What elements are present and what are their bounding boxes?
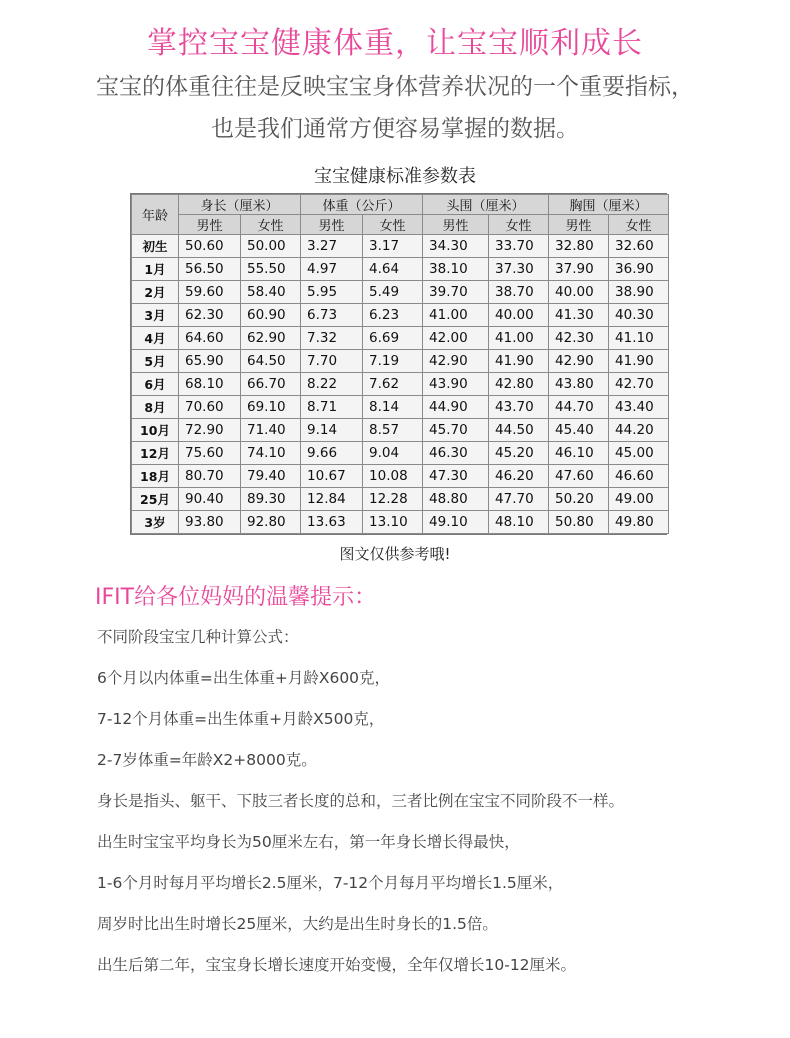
age-cell: 18月 — [132, 465, 179, 488]
table-row — [132, 281, 669, 304]
age-cell: 初生 — [132, 235, 179, 258]
value-cell: 45.20 — [489, 442, 549, 465]
value-cell: 7.19 — [363, 350, 423, 373]
table-row — [132, 373, 669, 396]
value-cell: 7.62 — [363, 373, 423, 396]
value-cell: 13.63 — [301, 511, 363, 534]
value-cell: 44.90 — [423, 396, 489, 419]
value-cell: 43.90 — [423, 373, 489, 396]
value-cell: 6.73 — [301, 304, 363, 327]
intro-line-1: 宝宝的体重往往是反映宝宝身体营养状况的一个重要指标， — [96, 74, 694, 100]
value-cell: 46.10 — [549, 442, 609, 465]
value-cell: 8.71 — [301, 396, 363, 419]
age-cell: 5月 — [132, 350, 179, 373]
value-cell: 32.80 — [549, 235, 609, 258]
value-cell: 64.50 — [241, 350, 301, 373]
value-cell: 33.70 — [489, 235, 549, 258]
age-cell: 3月 — [132, 304, 179, 327]
value-cell: 34.30 — [423, 235, 489, 258]
value-cell: 6.69 — [363, 327, 423, 350]
tip-line: 1-6个月时每月平均增长2.5厘米，7-12个月每月平均增长1.5厘米， — [97, 874, 564, 892]
group-header-chest: 胸围（厘米） — [549, 195, 669, 215]
value-cell: 70.60 — [179, 396, 241, 419]
value-cell: 74.10 — [241, 442, 301, 465]
table-row — [132, 488, 669, 511]
value-cell: 10.08 — [363, 465, 423, 488]
age-cell: 6月 — [132, 373, 179, 396]
tip-line: 出生后第二年，宝宝身长增长速度开始变慢，全年仅增长10-12厘米。 — [97, 956, 577, 974]
subheader-female: 女性 — [363, 215, 423, 235]
page-title: 掌控宝宝健康体重，让宝宝顺利成长 — [147, 26, 643, 61]
value-cell: 65.90 — [179, 350, 241, 373]
value-cell: 93.80 — [179, 511, 241, 534]
value-cell: 13.10 — [363, 511, 423, 534]
value-cell: 64.60 — [179, 327, 241, 350]
value-cell: 59.60 — [179, 281, 241, 304]
value-cell: 50.60 — [179, 235, 241, 258]
value-cell: 41.90 — [609, 350, 669, 373]
value-cell: 55.50 — [241, 258, 301, 281]
value-cell: 66.70 — [241, 373, 301, 396]
value-cell: 46.20 — [489, 465, 549, 488]
value-cell: 58.40 — [241, 281, 301, 304]
value-cell: 44.70 — [549, 396, 609, 419]
group-header-head: 头围（厘米） — [423, 195, 549, 215]
value-cell: 10.67 — [301, 465, 363, 488]
subheader-male: 男性 — [179, 215, 241, 235]
value-cell: 40.30 — [609, 304, 669, 327]
value-cell: 7.70 — [301, 350, 363, 373]
age-column-header: 年龄 — [132, 195, 179, 235]
value-cell: 8.57 — [363, 419, 423, 442]
intro-line-2: 也是我们通常方便容易掌握的数据。 — [211, 116, 579, 142]
table-row — [132, 304, 669, 327]
value-cell: 43.80 — [549, 373, 609, 396]
standard-parameter-table — [130, 193, 667, 535]
age-cell: 10月 — [132, 419, 179, 442]
table-row — [132, 258, 669, 281]
table-caption: 宝宝健康标准参数表 — [314, 166, 476, 187]
subheader-female: 女性 — [489, 215, 549, 235]
value-cell: 47.70 — [489, 488, 549, 511]
age-cell: 3岁 — [132, 511, 179, 534]
age-cell: 12月 — [132, 442, 179, 465]
value-cell: 45.40 — [549, 419, 609, 442]
value-cell: 69.10 — [241, 396, 301, 419]
value-cell: 68.10 — [179, 373, 241, 396]
tip-line: 6个月以内体重=出生体重+月龄X600克， — [97, 669, 391, 687]
value-cell: 42.70 — [609, 373, 669, 396]
value-cell: 44.50 — [489, 419, 549, 442]
value-cell: 48.80 — [423, 488, 489, 511]
value-cell: 50.20 — [549, 488, 609, 511]
value-cell: 6.23 — [363, 304, 423, 327]
value-cell: 32.60 — [609, 235, 669, 258]
value-cell: 42.00 — [423, 327, 489, 350]
value-cell: 8.22 — [301, 373, 363, 396]
group-header-length: 身长（厘米） — [179, 195, 301, 215]
value-cell: 89.30 — [241, 488, 301, 511]
value-cell: 47.60 — [549, 465, 609, 488]
value-cell: 38.70 — [489, 281, 549, 304]
subheader-female: 女性 — [241, 215, 301, 235]
value-cell: 48.10 — [489, 511, 549, 534]
age-cell: 1月 — [132, 258, 179, 281]
value-cell: 41.00 — [489, 327, 549, 350]
value-cell: 41.00 — [423, 304, 489, 327]
value-cell: 41.10 — [609, 327, 669, 350]
value-cell: 39.70 — [423, 281, 489, 304]
value-cell: 92.80 — [241, 511, 301, 534]
subheader-male: 男性 — [423, 215, 489, 235]
value-cell: 4.64 — [363, 258, 423, 281]
value-cell: 37.30 — [489, 258, 549, 281]
value-cell: 80.70 — [179, 465, 241, 488]
age-cell: 4月 — [132, 327, 179, 350]
value-cell: 41.30 — [549, 304, 609, 327]
value-cell: 49.80 — [609, 511, 669, 534]
value-cell: 50.00 — [241, 235, 301, 258]
value-cell: 40.00 — [489, 304, 549, 327]
value-cell: 41.90 — [489, 350, 549, 373]
value-cell: 71.40 — [241, 419, 301, 442]
value-cell: 3.17 — [363, 235, 423, 258]
value-cell: 75.60 — [179, 442, 241, 465]
value-cell: 38.90 — [609, 281, 669, 304]
table-row — [132, 442, 669, 465]
value-cell: 42.90 — [549, 350, 609, 373]
value-cell: 72.90 — [179, 419, 241, 442]
value-cell: 5.95 — [301, 281, 363, 304]
tip-line: 周岁时比出生时增长25厘米，大约是出生时身长的1.5倍。 — [97, 915, 498, 933]
table-note: 图文仅供参考哦! — [339, 545, 451, 563]
value-cell: 44.20 — [609, 419, 669, 442]
table-row — [132, 350, 669, 373]
value-cell: 12.28 — [363, 488, 423, 511]
value-cell: 43.70 — [489, 396, 549, 419]
tip-line: 7-12个月体重=出生体重+月龄X500克， — [97, 710, 385, 728]
tip-line: 身长是指头、躯干、下肢三者长度的总和，三者比例在宝宝不同阶段不一样。 — [97, 792, 625, 810]
value-cell: 40.00 — [549, 281, 609, 304]
value-cell: 45.70 — [423, 419, 489, 442]
value-cell: 43.40 — [609, 396, 669, 419]
value-cell: 9.04 — [363, 442, 423, 465]
table-row — [132, 396, 669, 419]
group-header-weight: 体重（公斤） — [301, 195, 423, 215]
value-cell: 42.80 — [489, 373, 549, 396]
table-row — [132, 235, 669, 258]
value-cell: 49.00 — [609, 488, 669, 511]
tip-line: 不同阶段宝宝几种计算公式： — [97, 628, 299, 646]
value-cell: 46.30 — [423, 442, 489, 465]
subheader-male: 男性 — [549, 215, 609, 235]
age-cell: 2月 — [132, 281, 179, 304]
tips-title: IFIT给各位妈妈的温馨提示： — [95, 585, 377, 610]
value-cell: 45.00 — [609, 442, 669, 465]
value-cell: 62.90 — [241, 327, 301, 350]
subheader-female: 女性 — [609, 215, 669, 235]
table-row — [132, 465, 669, 488]
value-cell: 9.14 — [301, 419, 363, 442]
value-cell: 47.30 — [423, 465, 489, 488]
value-cell: 50.80 — [549, 511, 609, 534]
value-cell: 8.14 — [363, 396, 423, 419]
table-body — [132, 235, 669, 534]
value-cell: 49.10 — [423, 511, 489, 534]
value-cell: 62.30 — [179, 304, 241, 327]
value-cell: 3.27 — [301, 235, 363, 258]
value-cell: 12.84 — [301, 488, 363, 511]
value-cell: 38.10 — [423, 258, 489, 281]
value-cell: 5.49 — [363, 281, 423, 304]
subheader-male: 男性 — [301, 215, 363, 235]
tip-line: 出生时宝宝平均身长为50厘米左右，第一年身长增长得最快， — [97, 833, 520, 851]
value-cell: 42.30 — [549, 327, 609, 350]
tip-line: 2-7岁体重=年龄X2+8000克。 — [97, 751, 317, 769]
value-cell: 37.90 — [549, 258, 609, 281]
value-cell: 4.97 — [301, 258, 363, 281]
value-cell: 36.90 — [609, 258, 669, 281]
value-cell: 46.60 — [609, 465, 669, 488]
table-row — [132, 511, 669, 534]
value-cell: 90.40 — [179, 488, 241, 511]
table-row — [132, 419, 669, 442]
value-cell: 79.40 — [241, 465, 301, 488]
value-cell: 60.90 — [241, 304, 301, 327]
age-cell: 25月 — [132, 488, 179, 511]
value-cell: 9.66 — [301, 442, 363, 465]
value-cell: 56.50 — [179, 258, 241, 281]
age-cell: 8月 — [132, 396, 179, 419]
value-cell: 42.90 — [423, 350, 489, 373]
value-cell: 7.32 — [301, 327, 363, 350]
table-row — [132, 327, 669, 350]
